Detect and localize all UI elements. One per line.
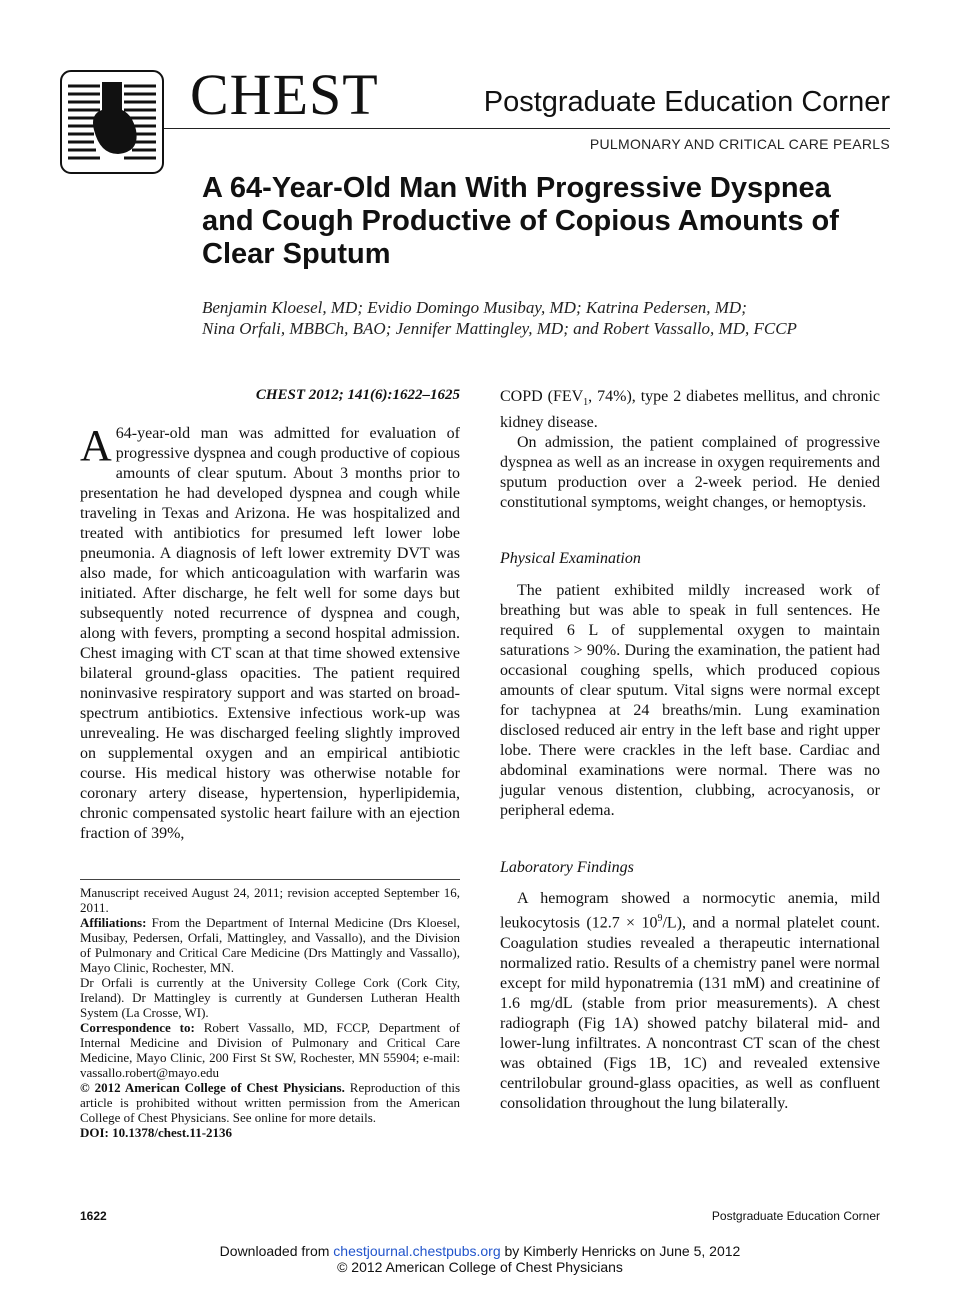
download-pre: Downloaded from: [219, 1243, 330, 1259]
affiliations-text: From the Department of Internal Medicine (Drs Kloesel, Musibay, Pedersen, Orfali, Mattingley, and Vassallo), and the Division of Pulmonary and Critical Care Medicine (Drs Mattingly and Vassallo), Mayo Clinic, Rochester, MN.: [80, 915, 461, 975]
author-list: [202, 297, 882, 339]
footer-section-name: Postgraduate Education Corner: [711, 1209, 880, 1223]
download-link[interactable]: chestjournal.chestpubs.org: [333, 1243, 501, 1259]
paragraph-physical-examination: The patient exhibited mildly increased work of breathing but was able to speak in full sentences. He required 6 L of supplemental oxygen to maintain saturations > 90%. During the examination, the patient had occasional coughing spells, which produced copious amounts of clear sputum. Vital signs were normal except for tachypnea at 24 breaths/min. Lung examination disclosed reduced air entry in the left base and right upper lobe. There were crackles in the left base. Cardiac and abdominal examinations were normal. There was no jugular venous distention, clubbing, acrocyanosis, or peripheral edema.: [500, 582, 880, 820]
heading-laboratory-findings: Laboratory Findings: [500, 859, 634, 877]
lab-text-a: A hemogram showed a normocytic anemia, mild leukocytosis (12.7 × 10: [500, 890, 880, 932]
heading-physical-examination: Physical Examination: [500, 550, 641, 568]
copyright-label: © 2012 American College of Chest Physicians.: [80, 1080, 345, 1095]
copyright-text: Reproduction of this article is prohibited without written permission from the American College of Chest Physicians. See online for more details.: [80, 1080, 460, 1125]
footer-copyright: © 2012 American College of Chest Physicians: [337, 1259, 623, 1275]
header-divider: [164, 128, 890, 129]
article-title: A 64-Year-Old Man With Progressive Dyspnea and Cough Productive of Copious Amounts of Clear Sputum: [202, 172, 839, 270]
correspondence-label: Correspondence to:: [80, 1020, 195, 1035]
affiliations-label: Affiliations:: [80, 915, 147, 930]
page-number: 1622: [80, 1209, 107, 1223]
footnote-divider: [80, 879, 460, 880]
drop-cap: A: [80, 421, 112, 470]
section-title: Postgraduate Education Corner: [483, 86, 890, 118]
citation: CHEST 2012; 141(6):1622–1625: [255, 387, 460, 403]
section-subtitle: PULMONARY AND CRITICAL CARE PEARLS: [589, 136, 890, 152]
lab-superscript: 9: [657, 913, 663, 925]
authors-line-1: Benjamin Kloesel, MD; Evidio Domingo Musibay, MD; Katrina Pedersen, MD;: [202, 298, 747, 317]
download-notice: [0, 1243, 960, 1259]
journal-name: CHEST: [190, 62, 379, 127]
manuscript-dates: Manuscript received August 24, 2011; revision accepted September 16, 2011.: [80, 885, 460, 915]
cont-text-b: , 74%), type 2 diabetes mellitus, and chronic kidney disease.: [500, 388, 880, 432]
paragraph-intro: [80, 421, 460, 844]
cont-text-a: COPD (FEV: [500, 388, 584, 405]
correspondence: [80, 1020, 460, 1080]
authors-line-2: Nina Orfali, MBBCh, BAO; Jennifer Mattingley, MD; and Robert Vassallo, MD, FCCP: [202, 319, 797, 338]
footnotes: [80, 885, 460, 1140]
affiliations: [80, 915, 460, 975]
copyright-notice: [80, 1080, 460, 1125]
body-column-left: [80, 421, 460, 844]
paragraph-laboratory-findings: [500, 889, 880, 1113]
correspondence-text: Robert Vassallo, MD, FCCP, Department of Internal Medicine and Division of Pulmonary and Critical Care Medicine, Mayo Clinic, 200 First St SW, Rochester, MN 55904; e-mail: vassallo.robert@mayo.edu: [80, 1020, 460, 1080]
download-post: by Kimberly Henricks on June 5, 2012: [504, 1243, 741, 1259]
paragraph-admission: On admission, the patient complained of progressive dyspnea as well as an increase in oxygen requirements and sputum production over a 2-week period. He denied constitutional symptoms, weight changes, or hemoptysis.: [500, 434, 880, 512]
chest-logo-icon: [60, 70, 164, 174]
doi: DOI: 10.1378/chest.11-2136: [80, 1125, 233, 1140]
current-affiliations: Dr Orfali is currently at the University College Cork (Cork City, Ireland). Dr Mattingley is currently at Gundersen Lutheran Health System (La Crosse, WI).: [80, 975, 460, 1020]
intro-text: 64-year-old man was admitted for evaluation of progressive dyspnea and cough productive of copious amounts of clear sputum. About 3 months prior to presentation he had developed dyspnea and cough while traveling in Texas and Arizona. He was hospitalized and treated with antibiotics for presumed left lower lobe pneumonia. A diagnosis of left lower extremity DVT was also made, for which anticoagulation with warfarin was initiated. After discharge, he felt well for some days but subsequently noted recurrence of dyspnea and cough, along with fevers, prompting a second hospital admission. Chest imaging with CT scan at that time showed extensive bilateral ground-glass opacities. The patient required noninvasive respiratory support and was started on broad-spectrum antibiotics. Extensive infectious work-up was unrevealing. He was discharged feeling slightly improved on supplemental oxygen and an empirical antibiotic course. His medical history was otherwise notable for coronary artery disease, hypertension, hyperlipidemia, chronic compensated systolic heart failure with an ejection fraction of 39%,: [80, 425, 460, 842]
body-column-right: [500, 387, 880, 1114]
paragraph-continued: [500, 387, 880, 433]
lab-text-b: /L), and a normal platelet count. Coagulation studies revealed a therapeutic international normalized ratio. Results of a chemistry panel were normal except for mild hyponatremia (131 mM) and creatinine of 1.6 mg/dL (stable from prior measurements). A chest radiograph (Fig 1A) showed patchy bilateral mid- and lower-lung infiltrates. A noncontrast CT scan of the chest was obtained (Figs 1B, 1C) and revealed extensive centrilobular ground-glass opacities, as well as confluent consolidation throughout the lung bilaterally.: [500, 914, 881, 1112]
fev-subscript: 1: [583, 397, 589, 409]
